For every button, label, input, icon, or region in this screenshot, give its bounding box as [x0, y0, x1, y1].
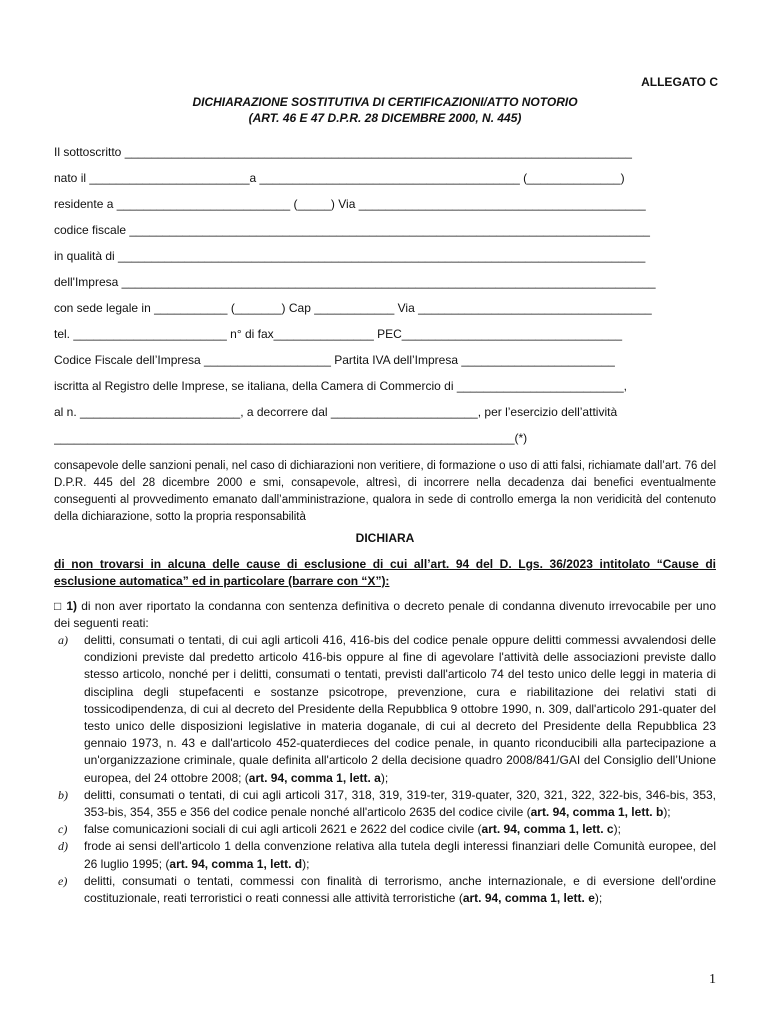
- list-item-text: delitti, consumati o tentati, di cui agli articoli 416, 416-bis del codice penale oppure delitti commessi avvalendosi delle condizioni previste dal predetto articolo 416-bis oppure al fine di agevolare l'attività delle associazioni previste dallo stesso articolo, nonché per i delitti, consumati o tentati, previsti dall'articolo 74 del testo unico delle leggi in materia di disciplina degli stupefacenti e sostanze psicotrope, prevenzione, cura e riabilitazione dei relativi stati di tossicodipendenza, di cui al decreto del Presidente della Repubblica 9 ottobre 1990, n. 309, dall'articolo 291-quater del testo unico delle disposizioni legislative in materia doganale, di cui al decreto del Presidente della Repubblica 23 gennaio 1973, n. 43 e dall'articolo 452-quaterdieces del codice penale, in quanto riconducibili alla partecipazione a un'organizzazione criminale, quale definita all'articolo 2 della decisione quadro 2008/841/GAI del Consiglio dell’Unione europea, del 24 ottobre 2008; (: [84, 633, 716, 785]
- field-sottoscritto[interactable]: Il sottoscritto ____________________________________________________________________________: [54, 145, 632, 159]
- list-item-ref: art. 94, comma 1, lett. a: [248, 770, 381, 785]
- list-item-ref: art. 94, comma 1, lett. e: [462, 891, 595, 906]
- field-residente[interactable]: residente a __________________________ (_____) Via ___________________________________________: [54, 197, 646, 211]
- list-marker: c): [58, 822, 68, 837]
- form-fields: [54, 142, 716, 454]
- list-item-ref: art. 94, comma 1, lett. d: [169, 856, 303, 871]
- declaration-intro: consapevole delle sanzioni penali, nel caso di dichiarazioni non veritiere, di formazione o uso di atti falsi, richiamate dall’art. 76 del D.P.R. 445 del 28 dicembre 2000 e smi, consapevole, altresì, di incorrere nella decadenza dai benefici eventualmente conseguenti al provvedimento emanato dall’amministrazione, qualora in sede di controllo emerga la non veridicità del contenuto della dichiarazione, sotto la propria responsabilità: [54, 460, 716, 523]
- list-item-text: frode ai sensi dell'articolo 1 della convenzione relativa alla tutela degli interessi finanziari delle Comunità europee, del 26 luglio 1995; (: [84, 839, 716, 871]
- item-1: [54, 598, 716, 632]
- document-subtitle: (ART. 46 E 47 D.P.R. 28 DICEMBRE 2000, N. 445): [248, 111, 522, 125]
- field-qualita[interactable]: in qualità di _______________________________________________________________________________: [54, 249, 646, 263]
- field-numero-registro[interactable]: al n. ________________________, a decorrere dal ______________________, per l’esercizio dell’attività: [54, 405, 618, 419]
- field-codice-fiscale[interactable]: codice fiscale ______________________________________________________________________________: [54, 223, 650, 237]
- list-item: [54, 787, 716, 821]
- checkbox-item-1[interactable]: □: [54, 599, 63, 613]
- list-marker: a): [58, 633, 68, 647]
- list-item-tail: );: [594, 891, 603, 906]
- list-marker: e): [58, 873, 68, 888]
- field-sede-legale[interactable]: con sede legale in ___________ (_______) Cap ____________ Via ___________________________________: [54, 301, 652, 315]
- list-item: [54, 838, 716, 872]
- item-1-text: di non aver riportato la condanna con sentenza definitiva o decreto penale di condanna divenuto irrevocabile per uno dei seguenti reati:: [54, 599, 716, 630]
- field-telefono[interactable]: tel. _______________________ n° di fax_______________ PEC_________________________________: [54, 327, 623, 341]
- list-marker: d): [58, 839, 68, 854]
- list-item-tail: );: [613, 822, 621, 837]
- list-item: [54, 873, 716, 907]
- list-item-ref: art. 94, comma 1, lett. b: [530, 805, 664, 820]
- list-item-tail: );: [380, 770, 389, 785]
- field-registro-imprese[interactable]: iscritta al Registro delle Imprese, se italiana, della Camera di Commercio di _________________________,: [54, 379, 628, 393]
- list-item-ref: art. 94, comma 1, lett. c: [481, 822, 614, 837]
- list-item: [54, 821, 716, 838]
- field-impresa[interactable]: dell'Impresa ________________________________________________________________________________: [54, 275, 656, 289]
- document-title: DICHIARAZIONE SOSTITUTIVA DI CERTIFICAZIONI/ATTO NOTORIO: [192, 95, 578, 109]
- field-cf-piva[interactable]: Codice Fiscale dell’Impresa ___________________ Partita IVA dell’Impresa _______________________: [54, 353, 615, 367]
- offence-list: [54, 632, 716, 907]
- list-item: [54, 632, 716, 787]
- field-nato[interactable]: nato il ________________________a _______________________________________ (______________): [54, 171, 625, 185]
- list-item-text: false comunicazioni sociali di cui agli articoli 2621 e 2622 del codice civile (: [84, 822, 482, 837]
- list-item-text: delitti, consumati o tentati, di cui agli articoli 317, 318, 319, 319-ter, 319-quater, 320, 321, 322, 322-bis, 346-bis, 353, 353-bis, 354, 355 e 356 del codice penale nonché all'articolo 2635 del codice civile (: [84, 787, 716, 820]
- list-marker: b): [58, 787, 68, 802]
- dichiara-heading: DICHIARA: [355, 531, 415, 545]
- list-item-text: delitti, consumati o tentati, commessi con finalità di terrorismo, anche internazionale, e di eversione dell'ordine costituzionale, reati terroristici o reati connessi alle attività terroristiche (: [84, 873, 716, 906]
- attachment-label: ALLEGATO C: [641, 75, 718, 89]
- list-item-tail: );: [302, 856, 310, 871]
- field-attivita[interactable]: _____________________________________________________________________(*): [54, 431, 528, 445]
- list-item-tail: );: [663, 805, 671, 820]
- item-1-number: 1): [66, 599, 78, 613]
- exclusion-lead: di non trovarsi in alcuna delle cause di esclusione di cui all’art. 94 del D. Lgs. 36/2023 intitolato “Cause di esclusione automatica” ed in particolare (barrare con “X”):: [54, 557, 716, 588]
- page-number: 1: [709, 972, 716, 987]
